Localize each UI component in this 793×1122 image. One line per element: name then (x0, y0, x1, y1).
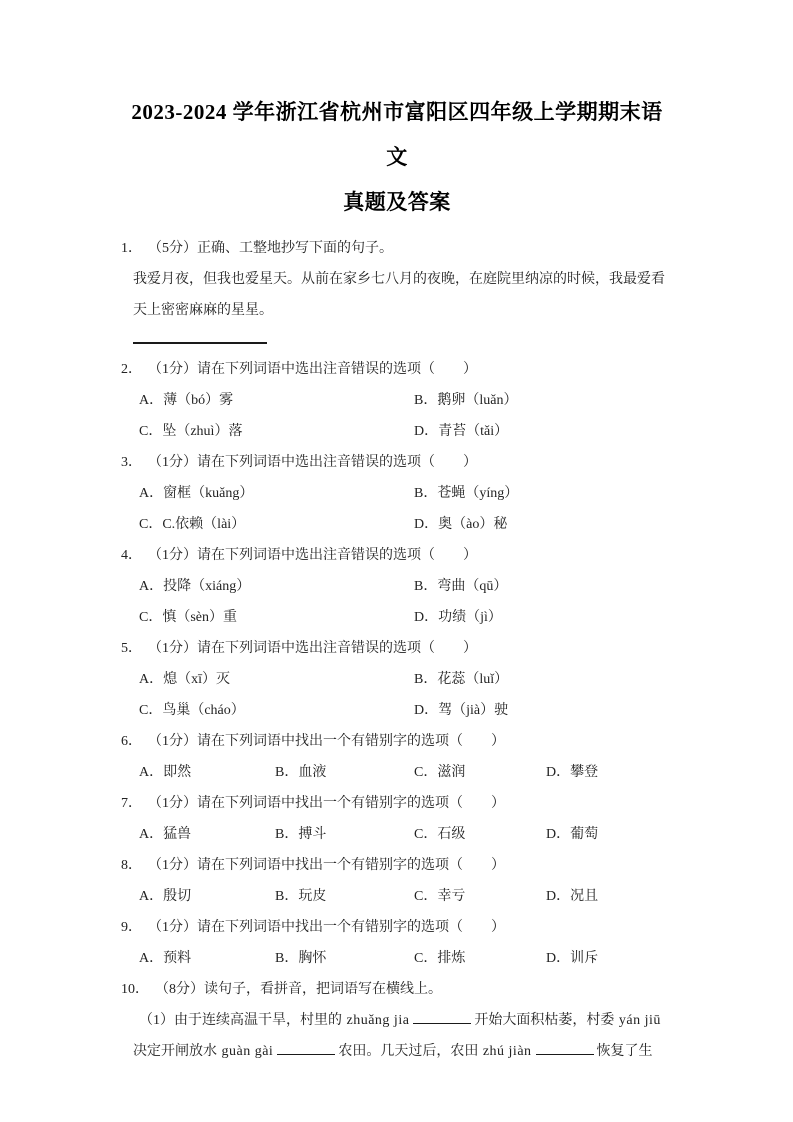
question-stem (121, 633, 673, 664)
questions-container (121, 233, 673, 1067)
question (121, 788, 673, 850)
pinyin-text: guàn gài (221, 1044, 274, 1059)
fill-blank-underline (413, 1010, 471, 1024)
option: D．葡萄 (546, 827, 599, 842)
question-stem (121, 233, 673, 264)
option: D．奥（ào）秘 (414, 517, 508, 532)
question-number: 9． (121, 920, 142, 935)
question-stem (121, 726, 673, 757)
options-grid (121, 881, 673, 912)
question-stem-text: （1分）请在下列词语中选出注音错误的选项（ ） (148, 362, 477, 377)
question-stem (121, 788, 673, 819)
exam-title-line-2: 真题及答案 (343, 190, 451, 214)
question-stem-text: （8分）读句子，看拼音，把词语写在横线上。 (155, 982, 442, 997)
option: D．功绩（jì） (414, 610, 502, 625)
question (121, 354, 673, 447)
question-number: 5． (121, 641, 142, 656)
option: C．坠（zhuì）落 (139, 424, 243, 439)
question-stem-text: （5分）正确、工整地抄写下面的句子。 (148, 241, 393, 256)
options-grid (121, 478, 673, 540)
question-stem (121, 447, 673, 478)
fill-blank-underline (536, 1041, 594, 1055)
question-body-line: 我爱月夜，但我也爱星天。从前在家乡七八月的夜晚，在庭院里纳凉的时候，我最爱看 (133, 272, 665, 287)
option: C．慎（sèn）重 (139, 610, 237, 625)
options-grid (121, 571, 673, 633)
question-stem-text: （1分）请在下列词语中找出一个有错别字的选项（ ） (148, 796, 505, 811)
question (121, 726, 673, 788)
option: C．鸟巢（cháo） (139, 703, 245, 718)
option: C．幸亏 (414, 889, 466, 904)
question (121, 540, 673, 633)
text-segment: 恢复了生 (596, 1044, 653, 1059)
question-number: 3． (121, 455, 142, 470)
option: A．薄（bó）雾 (139, 393, 234, 408)
exam-title (121, 90, 673, 225)
option: C．C.依赖（lài） (139, 517, 246, 532)
option: A．预料 (139, 951, 192, 966)
options-grid (121, 664, 673, 726)
question-body-line: 天上密密麻麻的星星。 (133, 303, 273, 318)
option: B．苍蝇（yíng） (414, 486, 519, 501)
pinyin-text: yán jiū (618, 1013, 661, 1028)
option: B．玩皮 (275, 889, 327, 904)
text-segment: （1）由于连续高温干旱，村里的 (139, 1013, 346, 1028)
option: A．熄（xī）灭 (139, 672, 230, 687)
question (121, 633, 673, 726)
option: A．猛兽 (139, 827, 192, 842)
question-number: 6． (121, 734, 142, 749)
option: D．况且 (546, 889, 599, 904)
text-segment: 农田。几天过后，农田 (338, 1044, 482, 1059)
option: C．石级 (414, 827, 466, 842)
question (121, 850, 673, 912)
option: D．攀登 (546, 765, 599, 780)
question (121, 974, 673, 1067)
option: B．搏斗 (275, 827, 327, 842)
question (121, 447, 673, 540)
options-grid (121, 385, 673, 447)
option: B．血液 (275, 765, 327, 780)
question-stem (121, 354, 673, 385)
fill-blank-underline (277, 1041, 335, 1055)
question-stem-text: （1分）请在下列词语中选出注音错误的选项（ ） (148, 548, 477, 563)
question-stem (121, 850, 673, 881)
option: B．花蕊（luǐ） (414, 672, 509, 687)
options-grid (121, 943, 673, 974)
pinyin-text: zhuǎng jia (346, 1013, 410, 1028)
option: D．驾（jià）驶 (414, 703, 509, 718)
options-grid (121, 757, 673, 788)
question-number: 4． (121, 548, 142, 563)
answer-blank-line (133, 326, 267, 344)
question (121, 912, 673, 974)
option: A．投降（xiáng） (139, 579, 251, 594)
question-number: 2． (121, 362, 142, 377)
question-stem-text: （1分）请在下列词语中选出注音错误的选项（ ） (148, 641, 477, 656)
option: B．弯曲（qū） (414, 579, 508, 594)
text-segment: 决定开闸放水 (133, 1044, 221, 1059)
fill-in-line (121, 1036, 673, 1067)
option: A．窗框（kuǎng） (139, 486, 254, 501)
option: D．训斥 (546, 951, 599, 966)
pinyin-text: zhú jiàn (482, 1044, 532, 1059)
question-stem-text: （1分）请在下列词语中找出一个有错别字的选项（ ） (148, 734, 505, 749)
question-stem-text: （1分）请在下列词语中找出一个有错别字的选项（ ） (148, 920, 505, 935)
option: C．滋润 (414, 765, 466, 780)
question-stem (121, 912, 673, 943)
option: C．排炼 (414, 951, 466, 966)
question (121, 233, 673, 344)
option: A．殷切 (139, 889, 192, 904)
fill-in-line (121, 1005, 673, 1036)
question-stem-text: （1分）请在下列词语中找出一个有错别字的选项（ ） (148, 858, 505, 873)
question-stem (121, 974, 673, 1005)
question-number: 10． (121, 982, 149, 997)
option: D．青苔（tǎi） (414, 424, 509, 439)
question-number: 7． (121, 796, 142, 811)
question-number: 1． (121, 241, 142, 256)
exam-title-line-1: 2023-2024 学年浙江省杭州市富阳区四年级上学期期末语文 (131, 100, 663, 169)
text-segment: 开始大面积枯萎，村委 (474, 1013, 618, 1028)
option: A．即然 (139, 765, 192, 780)
option: B．胸怀 (275, 951, 327, 966)
option: B．鹅卵（luǎn） (414, 393, 518, 408)
question-number: 8． (121, 858, 142, 873)
question-stem (121, 540, 673, 571)
options-grid (121, 819, 673, 850)
question-stem-text: （1分）请在下列词语中选出注音错误的选项（ ） (148, 455, 477, 470)
